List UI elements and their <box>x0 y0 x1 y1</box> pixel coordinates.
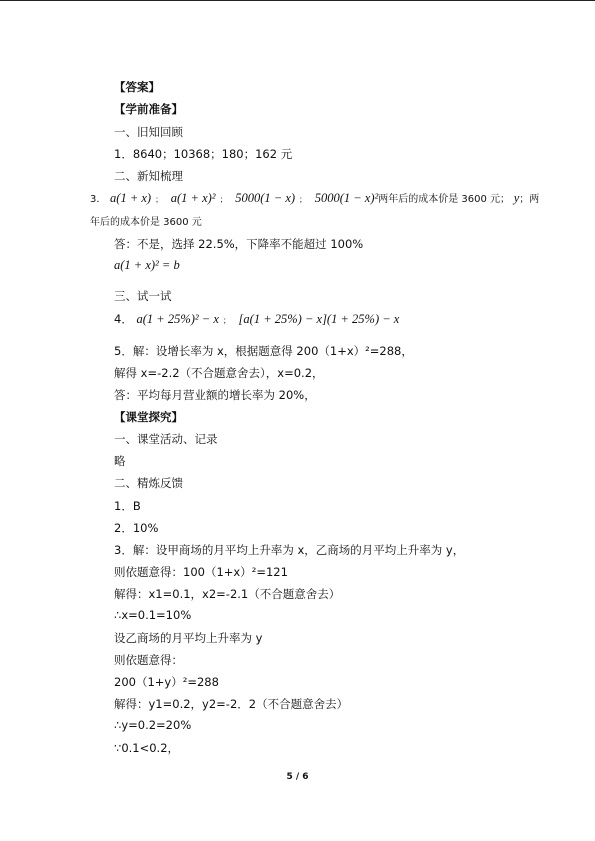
question-3-text-tail: ；两 <box>519 194 540 205</box>
prep-heading: 【学前准备】 <box>114 102 183 116</box>
section-practice-title: 二、精炼反馈 <box>114 476 183 490</box>
expr-cost-2: 5000(1 − x)² <box>314 191 379 205</box>
practice-q3-line-4: ∴x=0.1=10% <box>114 608 192 622</box>
activity-body: 略 <box>114 454 126 468</box>
expr-q4-1: a(1 + 25%)² − x <box>136 312 219 326</box>
formula-b: a(1 + x)² = b <box>114 258 180 272</box>
practice-q3-line-5: 设乙商场的月平均上升率为 y <box>114 631 263 645</box>
question-3-number: 3． <box>90 194 107 205</box>
separator: ； <box>155 195 164 204</box>
practice-q3-line-8: 解得：y1=0.2，y2=-2．2（不合题意舍去） <box>114 697 349 711</box>
expr-growth-2: a(1 + x)² <box>170 191 216 205</box>
practice-q3-line-1: 3．解：设甲商场的月平均上升率为 x，乙商场的月平均上升率为 y， <box>114 543 465 557</box>
answer-heading: 【答案】 <box>114 80 160 94</box>
question-5-line-1: 5．解：设增长率为 x，根据题意得 200（1+x）²=288， <box>114 344 413 358</box>
question-3-line-2: 年后的成本价是 3600 元 <box>90 217 202 228</box>
review-answer-1: 1．8640；10368；180；162 元 <box>114 147 293 161</box>
section-new-knowledge-title: 二、新知梳理 <box>114 169 183 183</box>
section-review-title: 一、旧知回顾 <box>114 125 183 139</box>
question-3-line <box>90 190 539 206</box>
answer-statement-1: 答：不是，选择 22.5%，下降率不能超过 100% <box>114 237 364 251</box>
page-number: 5 / 6 <box>286 772 309 782</box>
practice-q3-line-7: 200（1+y）²=288 <box>114 675 219 689</box>
practice-q3-line-3: 解得：x1=0.1，x2=-2.1（不合题意舍去） <box>114 587 341 601</box>
explore-heading: 【课堂探究】 <box>114 410 183 424</box>
practice-answer-1: 1．B <box>114 499 141 513</box>
practice-answer-2: 2．10% <box>114 521 159 535</box>
question-4-number: 4． <box>114 312 133 326</box>
expr-q4-2: [a(1 + 25%) − x](1 + 25%) − x <box>238 312 400 326</box>
variable-y: y <box>513 191 520 205</box>
practice-q3-line-9: ∴y=0.2=20% <box>114 718 192 732</box>
question-3-text: 两年后的成本价是 3600 元； <box>378 194 511 205</box>
question-5-line-3: 答：平均每月营业额的增长率为 20%， <box>114 388 316 402</box>
question-4-line <box>114 311 399 327</box>
section-activity-title: 一、课堂活动、记录 <box>114 432 218 446</box>
question-5-line-2: 解得 x=-2.2（不合题意舍去），x=0.2， <box>114 366 324 380</box>
separator: ； <box>222 316 231 325</box>
separator: ； <box>299 195 308 204</box>
expr-cost-1: 5000(1 − x) <box>235 191 296 205</box>
practice-q3-line-10: ∵0.1<0.2， <box>114 741 180 755</box>
expr-growth-1: a(1 + x) <box>110 191 152 205</box>
practice-q3-line-6: 则依题意得： <box>114 653 183 667</box>
practice-q3-line-2: 则依题意得：100（1+x）²=121 <box>114 565 288 579</box>
separator: ； <box>219 195 228 204</box>
page-top-border <box>0 0 595 1</box>
section-try-title: 三、试一试 <box>114 289 172 303</box>
